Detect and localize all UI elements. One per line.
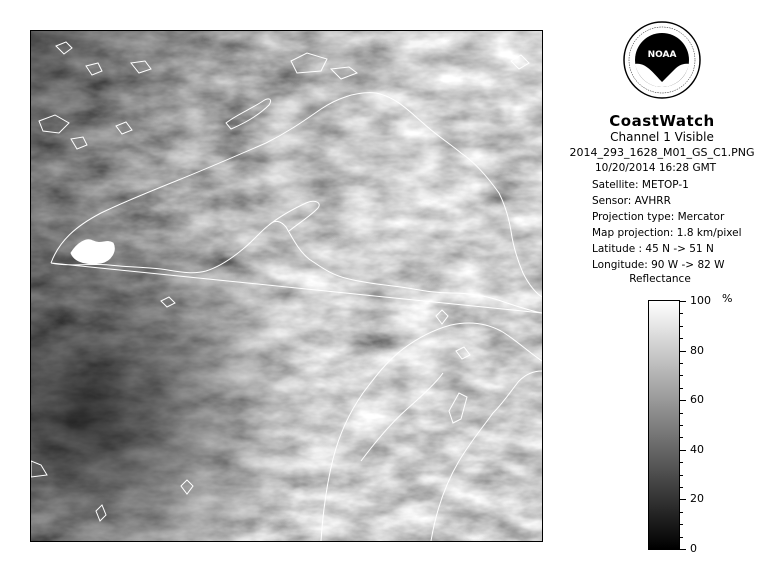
colorbar-minor-tick: [680, 537, 683, 538]
sensor-info: Sensor: AVHRR: [592, 195, 671, 207]
colorbar-tick: [680, 549, 686, 550]
colorbar-minor-tick: [680, 388, 683, 389]
colorbar-tick-label: 40: [690, 442, 704, 456]
colorbar-title: Reflectance: [629, 273, 691, 285]
colorbar-tick: [680, 499, 686, 500]
product-filename: 2014_293_1628_M01_GS_C1.PNG: [569, 146, 755, 159]
colorbar-tick: [680, 351, 686, 352]
map-projection-info: Map projection: 1.8 km/pixel: [592, 227, 742, 239]
latitude-info: Latitude : 45 N -> 51 N: [592, 243, 714, 255]
satellite-image: [30, 30, 543, 542]
colorbar-minor-tick: [680, 524, 683, 525]
colorbar-tick-label: 80: [690, 343, 704, 357]
colorbar-tick: [680, 400, 686, 401]
colorbar-tick: [680, 301, 686, 302]
satellite-image-canvas: [31, 31, 542, 541]
longitude-info: Longitude: 90 W -> 82 W: [592, 259, 725, 271]
colorbar-tick: [680, 450, 686, 451]
product-title: CoastWatch: [609, 112, 715, 130]
satellite-info: Satellite: METOP-1: [592, 179, 689, 191]
colorbar-unit: %: [722, 292, 733, 305]
colorbar-minor-tick: [680, 338, 683, 339]
date-time: 10/20/2014 16:28 GMT: [595, 162, 717, 174]
product-subtitle: Channel 1 Visible: [610, 130, 714, 144]
colorbar-minor-tick: [680, 512, 683, 513]
colorbar-minor-tick: [680, 425, 683, 426]
colorbar-minor-tick: [680, 487, 683, 488]
projection-type-info: Projection type: Mercator: [592, 211, 725, 223]
colorbar-minor-tick: [680, 413, 683, 414]
colorbar-minor-tick: [680, 326, 683, 327]
colorbar-minor-tick: [680, 462, 683, 463]
reflectance-colorbar: [648, 300, 680, 550]
colorbar-minor-tick: [680, 375, 683, 376]
colorbar-minor-tick: [680, 363, 683, 364]
dark-region-overlay: [31, 31, 542, 541]
colorbar-minor-tick: [680, 475, 683, 476]
noaa-logo: [622, 20, 702, 100]
logo-text: NOAA: [647, 50, 677, 60]
colorbar-tick-label: 100: [690, 294, 711, 307]
colorbar-tick-label: 0: [690, 542, 697, 555]
colorbar-tick-label: 60: [690, 393, 704, 407]
colorbar-minor-tick: [680, 313, 683, 314]
colorbar-minor-tick: [680, 437, 683, 438]
colorbar-tick-label: 20: [690, 492, 704, 506]
